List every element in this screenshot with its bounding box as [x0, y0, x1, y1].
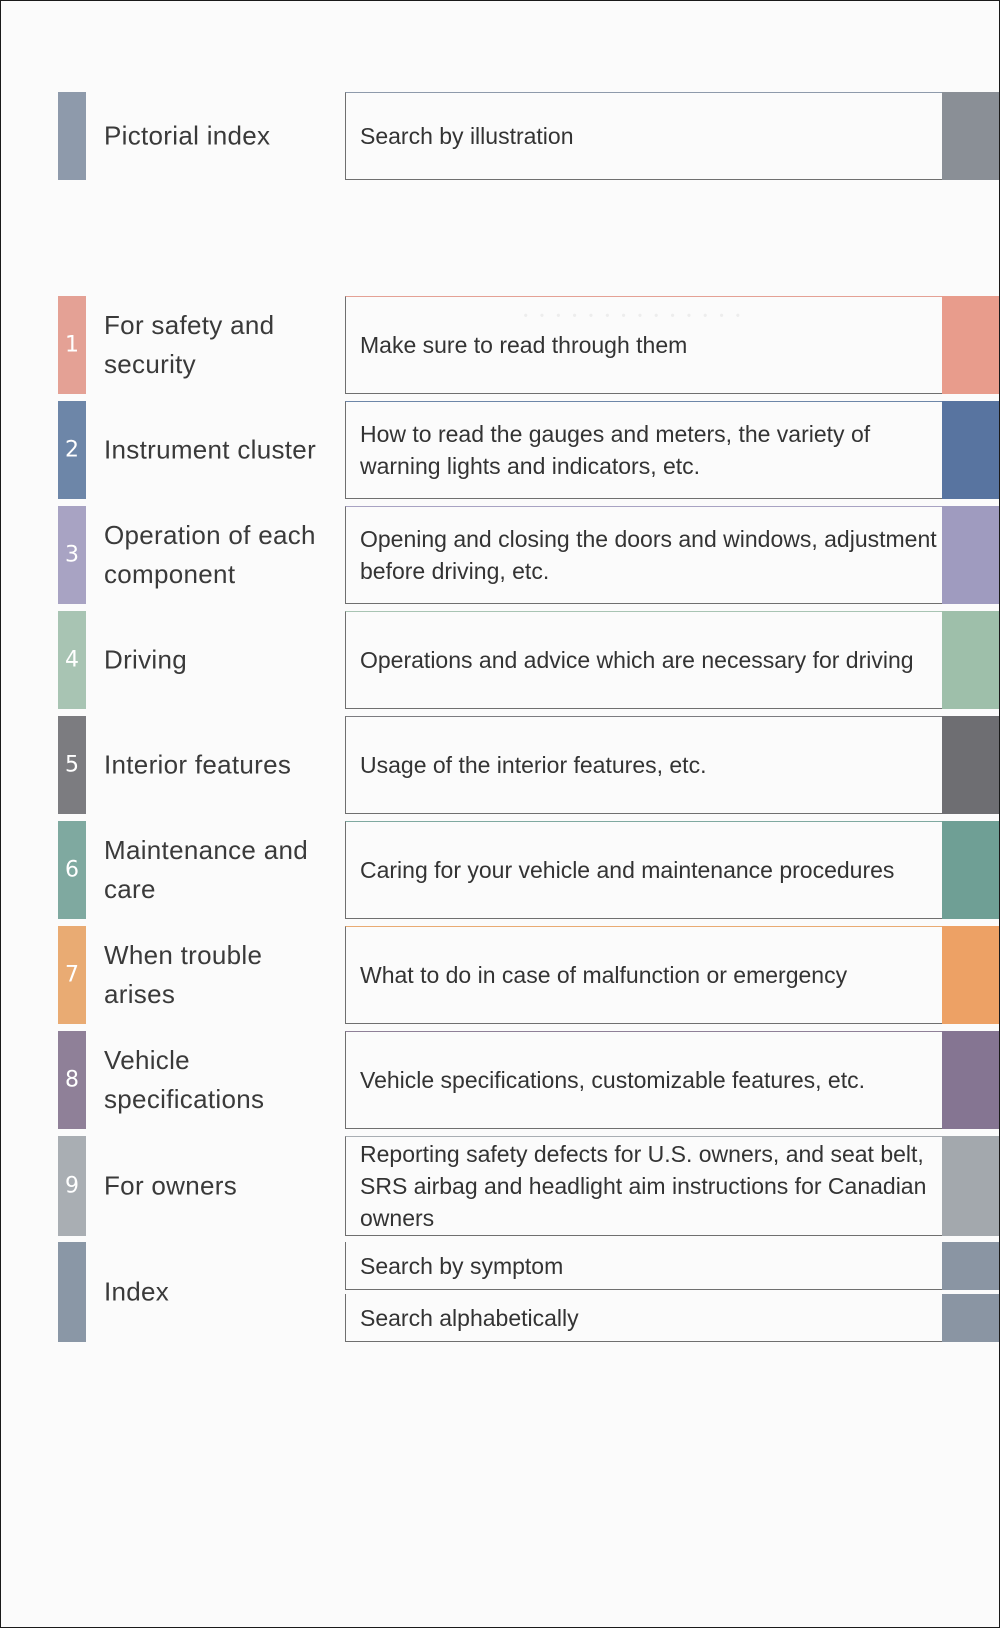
section-tab[interactable]: [942, 821, 999, 919]
section-interior-features[interactable]: [1, 716, 999, 814]
section-number: 8: [65, 1067, 79, 1093]
index-item-label: Search by symptom: [360, 1253, 564, 1279]
index-item-tab[interactable]: [942, 1242, 999, 1290]
section-description: Opening and closing the doors and windows, adjustment before driving, etc.: [360, 526, 937, 584]
section-number: 5: [65, 752, 79, 778]
section-title: Driving: [104, 644, 188, 675]
section-description: How to read the gauges and meters, the variety of warning lights and indicators, etc.: [360, 421, 871, 479]
section-title: Index: [104, 1276, 170, 1307]
section-description: Vehicle specifications, customizable features, etc.: [360, 1067, 865, 1093]
section-maintenance-and-care[interactable]: [1, 821, 999, 919]
section-description: Caring for your vehicle and maintenance procedures: [360, 857, 895, 883]
section-tab[interactable]: [942, 92, 999, 180]
section-number: 1: [65, 332, 79, 358]
section-when-trouble-arises[interactable]: [1, 926, 999, 1024]
index-item-search-by-symptom[interactable]: [1, 1242, 999, 1290]
index-item-label: Search alphabetically: [360, 1305, 579, 1331]
section-number: 7: [65, 962, 79, 988]
section-number: 4: [65, 647, 79, 673]
section-description: Search by illustration: [360, 123, 574, 149]
section-tab[interactable]: [942, 611, 999, 709]
section-description: What to do in case of malfunction or emergency: [360, 962, 848, 988]
section-description: Usage of the interior features, etc.: [360, 752, 707, 778]
section-description: Operations and advice which are necessary for driving: [360, 647, 914, 673]
section-title: Maintenance and care: [104, 835, 308, 904]
section-driving[interactable]: [1, 611, 999, 709]
section-tab[interactable]: [942, 716, 999, 814]
section-title: For owners: [104, 1170, 238, 1201]
section-number: 2: [65, 437, 79, 463]
section-title: Interior features: [104, 749, 292, 780]
section-description: Make sure to read through them: [360, 332, 688, 358]
section-index[interactable]: [1, 1242, 999, 1342]
index-item-tab[interactable]: [942, 1294, 999, 1342]
section-pictorial-index[interactable]: [1, 92, 999, 180]
section-number: 9: [65, 1173, 79, 1199]
section-description: Reporting safety defects for U.S. owners, and seat belt, SRS airbag and headlight aim instructions for Canadian owners: [360, 1141, 927, 1231]
section-title: Instrument cluster: [104, 434, 317, 465]
section-number: 6: [65, 857, 79, 883]
section-tab[interactable]: [942, 506, 999, 604]
section-tab[interactable]: [942, 296, 999, 394]
section-for-owners[interactable]: [1, 1136, 999, 1236]
section-for-safety-and-security[interactable]: [1, 296, 999, 394]
show-through-text: · · · · · · · · · · · · · ·: [521, 301, 743, 332]
section-title: Operation of each component: [104, 520, 316, 589]
section-tab[interactable]: [942, 401, 999, 499]
section-title: Pictorial index: [104, 120, 271, 151]
section-title: For safety and security: [104, 310, 275, 379]
section-title: Vehicle specifications: [104, 1045, 265, 1114]
section-number: 3: [65, 542, 79, 568]
index-item-search-alphabetically[interactable]: [1, 1294, 999, 1342]
section-instrument-cluster[interactable]: [1, 401, 999, 499]
section-vehicle-specifications[interactable]: [1, 1031, 999, 1129]
section-operation-of-each-component[interactable]: [1, 506, 999, 604]
section-title: When trouble arises: [104, 940, 263, 1009]
section-tab[interactable]: [942, 1136, 999, 1236]
section-tab[interactable]: [942, 1031, 999, 1129]
section-color-strip: [58, 92, 86, 180]
section-tab[interactable]: [942, 926, 999, 1024]
